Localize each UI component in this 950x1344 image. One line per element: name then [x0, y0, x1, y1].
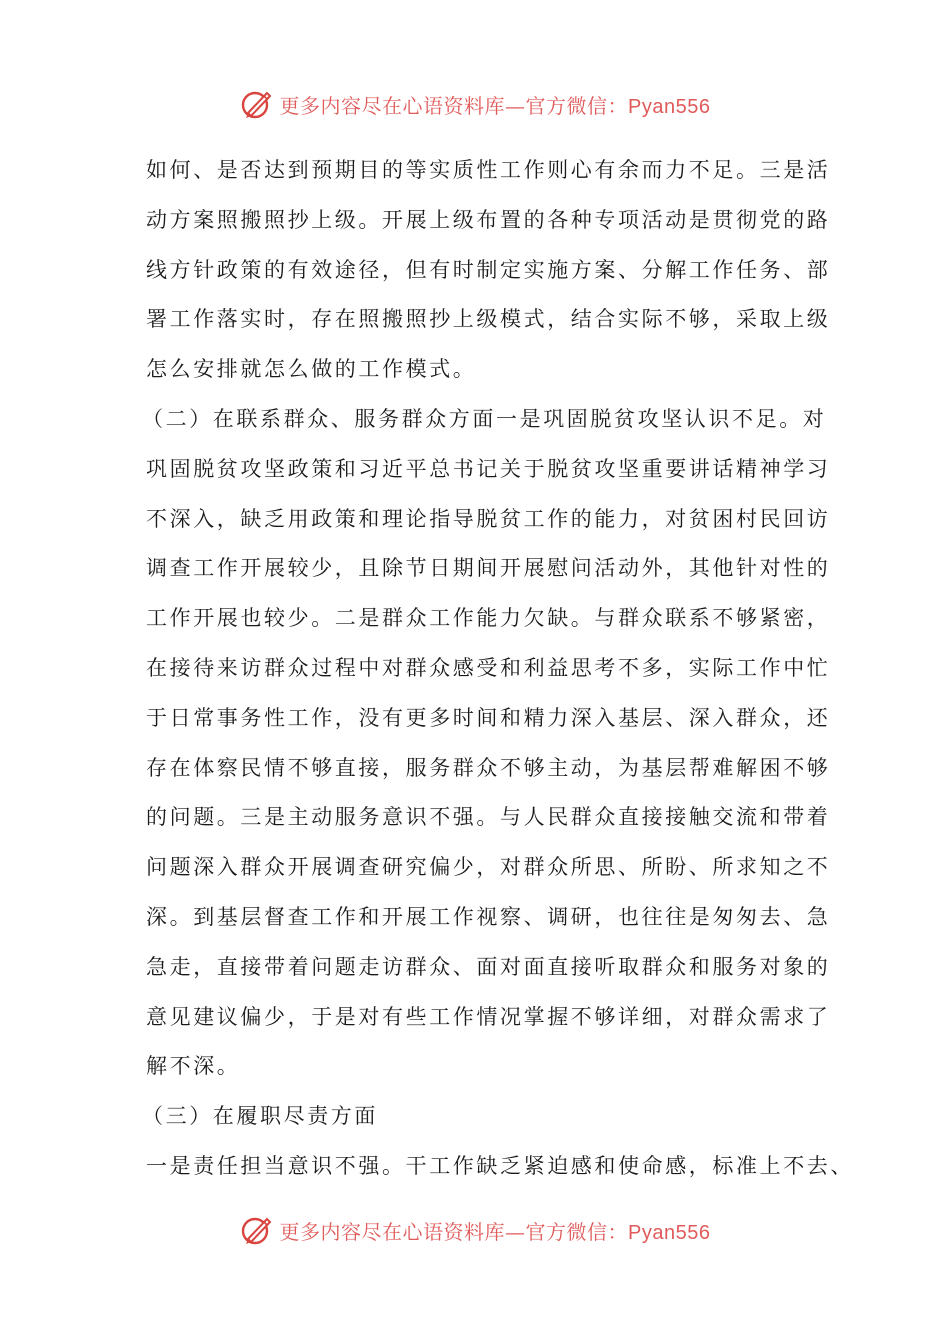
text-line: 巩固脱贫攻坚政策和习近平总书记关于脱贫攻坚重要讲话精神学习: [146, 456, 831, 481]
text-line: 问题深入群众开展调查研究偏少，对群众所思、所盼、所求知之不: [146, 855, 831, 880]
header-watermark-text: 更多内容尽在心语资料库—官方微信：Pyan556: [279, 93, 711, 118]
section-heading-two: （二）在联系群众、服务群众方面一是巩固脱贫攻坚认识不足。对: [142, 406, 827, 431]
header-watermark: [0, 84, 950, 124]
text-line: 深。到基层督查工作和开展工作视察、调研，也往往是匆匆去、急: [146, 904, 831, 929]
text-line: 线方针政策的有效途径，但有时制定实施方案、分解工作任务、部: [146, 257, 831, 282]
text-line: 怎么安排就怎么做的工作模式。: [146, 357, 477, 382]
text-line: 如何、是否达到预期目的等实质性工作则心有余而力不足。三是活: [146, 158, 831, 182]
text-line: 不深入，缺乏用政策和理论指导脱贫工作的能力，对贫困村民回访: [146, 506, 831, 531]
text-line: 动方案照搬照抄上级。开展上级布置的各种专项活动是贯彻党的路: [146, 207, 831, 232]
text-line: 在接待来访群众过程中对群众感受和利益思考不多，实际工作中忙: [146, 655, 831, 680]
text-line: 存在体察民情不够直接，服务群众不够主动，为基层帮难解困不够: [146, 755, 831, 780]
text-line: 署工作落实时，存在照搬照抄上级模式，结合实际不够，采取上级: [146, 307, 831, 332]
text-line: 工作开展也较少。二是群众工作能力欠缺。与群众联系不够紧密，: [146, 606, 831, 631]
text-line: 解不深。: [146, 1054, 241, 1079]
text-line: 急走，直接带着问题走访群众、面对面直接听取群众和服务对象的: [146, 954, 831, 979]
section-heading-three: （三）在履职尽责方面: [142, 1104, 378, 1129]
footer-watermark-text: 更多内容尽在心语资料库—官方微信：Pyan556: [279, 1219, 711, 1244]
footer-watermark: [0, 1210, 950, 1250]
text-line: 意见建议偏少，于是对有些工作情况掌握不够详细，对群众需求了: [146, 1004, 831, 1029]
document-body: [142, 146, 854, 1192]
text-line: 于日常事务性工作，没有更多时间和精力深入基层、深入群众，还: [146, 705, 831, 730]
text-line: 调查工作开展较少，且除节日期间开展慰问活动外，其他针对性的: [146, 556, 831, 581]
pen-in-circle-logo-icon: [240, 87, 274, 121]
text-line: 的问题。三是主动服务意识不强。与人民群众直接接触交流和带着: [146, 805, 831, 830]
pen-in-circle-logo-icon: [240, 1213, 274, 1247]
text-line: 一是责任担当意识不强。干工作缺乏紧迫感和使命感，标准上不去、: [146, 1153, 854, 1178]
